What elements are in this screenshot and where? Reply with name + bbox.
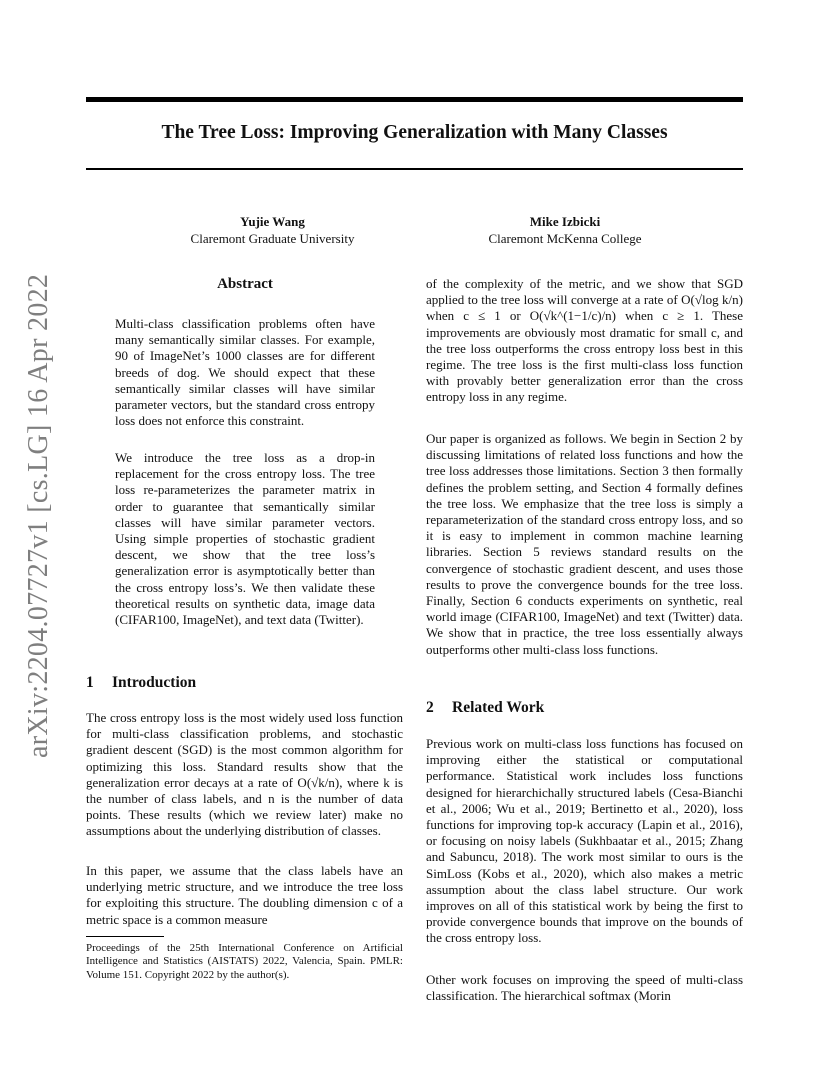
title-rule	[86, 168, 743, 170]
author-name: Yujie Wang	[240, 214, 305, 229]
author-2	[440, 213, 690, 247]
body-text: In this paper, we assume that the class labels have an underlying metric structure, and we introduce the tree loss for exploiting this structure. The doubling dimension c of a metric space is a common measure	[86, 863, 403, 927]
author-1	[150, 213, 395, 247]
right-paragraph-2	[426, 431, 743, 658]
abstract-text: Multi-class classification problems often have many semantically similar classes. For example, 90 of ImageNet’s 1000 classes are for different breeds of dog. We should expect that these semantically similar classes will have similar parameter vectors, but the standard cross entropy loss does not enforce this constraint.	[115, 316, 375, 429]
author-name: Mike Izbicki	[529, 214, 601, 229]
footnote: Proceedings of the 25th International Conference on Artificial Intelligence and Statistics (AISTATS) 2022, Valencia, Spain. PMLR: Volume 151. Copyright 2022 by the author(s).	[86, 942, 403, 981]
abstract-paragraph-2	[115, 450, 375, 628]
paper-title: The Tree Loss: Improving Generalization with Many Classes	[161, 122, 668, 143]
top-rule	[86, 97, 743, 102]
abstract-paragraph-1	[115, 316, 375, 429]
section-heading-introduction	[86, 674, 196, 692]
arxiv-stamp: arXiv:2204.07727v1 [cs.LG] 16 Apr 2022	[23, 273, 54, 758]
section-title: Related Work	[452, 699, 545, 716]
related-paragraph-1	[426, 736, 743, 947]
footnote-rule	[86, 936, 164, 937]
body-text: Previous work on multi-class loss functions has focused on improving either the statistical or computational performance. Statistical work includes loss functions designed for hierarchichally structured labels (Cesa-Bianchi et al., 2006; Wu et al., 2019; Bertinetto et al., 2020), loss functions for improving top-k accuracy (Lapin et al., 2016), or focusing on noisy labels (Sukhbaatar et al., 2015; Zhang and Sabuncu, 2018). The work most similar to ours is the SimLoss (Kobs et al., 2020), which also makes a metric assumption about the class label structure. Our work improves on all of this statistical work by being the first to provide convergence bounds that improve on the bounds of the cross entropy loss.	[426, 736, 743, 946]
intro-paragraph-2	[86, 863, 403, 928]
body-text: The cross entropy loss is the most widely used loss function for multi-class classification problems, and stochastic gradient descent (SGD) is the most common algorithm for optimizing this loss. Standard results show that the generalization error decays at a rate of O(√k/n), where k is the number of class labels, and n is the number of data points. These results (which we review later) make no assumptions about the underlying distribution of classes.	[86, 710, 403, 839]
section-number: 1	[86, 674, 94, 691]
related-paragraph-2	[426, 972, 743, 1004]
author-affiliation: Claremont Graduate University	[190, 231, 355, 246]
abstract-heading: Abstract	[217, 276, 273, 292]
section-heading-related-work	[426, 699, 544, 717]
right-paragraph-1	[426, 276, 743, 406]
body-text: Other work focuses on improving the speed of multi-class classification. The hierarchical softmax (Morin	[426, 972, 743, 1004]
body-text: of the complexity of the metric, and we show that SGD applied to the tree loss will converge at a rate of O(√log k/n) when c ≤ 1 or O(√k^(1−1/c)/n) when c ≥ 1. These improvements are obviously most dramatic for small c, and the tree loss outperforms the cross entropy loss best in this regime. The tree loss is the first multi-class loss function with provably better generalization error than the cross entropy loss in any regime.	[426, 276, 743, 405]
section-number: 2	[426, 699, 434, 716]
body-text: Our paper is organized as follows. We begin in Section 2 by discussing limitations of related loss functions and how the tree loss addresses those limitations. Section 3 then formally defines the problem setting, and Section 4 formally defines the tree loss. We emphasize that the tree loss is simply a reparameterization of the standard cross entropy loss, and so it is easy to implement in common machine learning libraries. Section 5 reviews standard results on the convergence of stochastic gradient descent, and uses those results to prove the convergence bounds for the tree loss. Finally, Section 6 conducts experiments on synthetic, real world image (CIFAR100, ImageNet) and text (Twitter) data. We show that in practice, the tree loss essentially always outperforms other multi-class loss functions.	[426, 431, 743, 657]
author-affiliation: Claremont McKenna College	[488, 231, 642, 246]
section-title: Introduction	[112, 674, 197, 691]
abstract-text: We introduce the tree loss as a drop-in replacement for the cross entropy loss. The tree loss re-parameterizes the parameter matrix in order to guarantee that semantically similar classes will have similar parameter vectors. Using simple properties of stochastic gradient descent, we show that the tree loss’s generalization error is asymptotically better than the cross entropy loss’s. We then validate these theoretical results on synthetic data, image data (CIFAR100, ImageNet), and text data (Twitter).	[115, 450, 375, 628]
intro-paragraph-1	[86, 710, 403, 840]
